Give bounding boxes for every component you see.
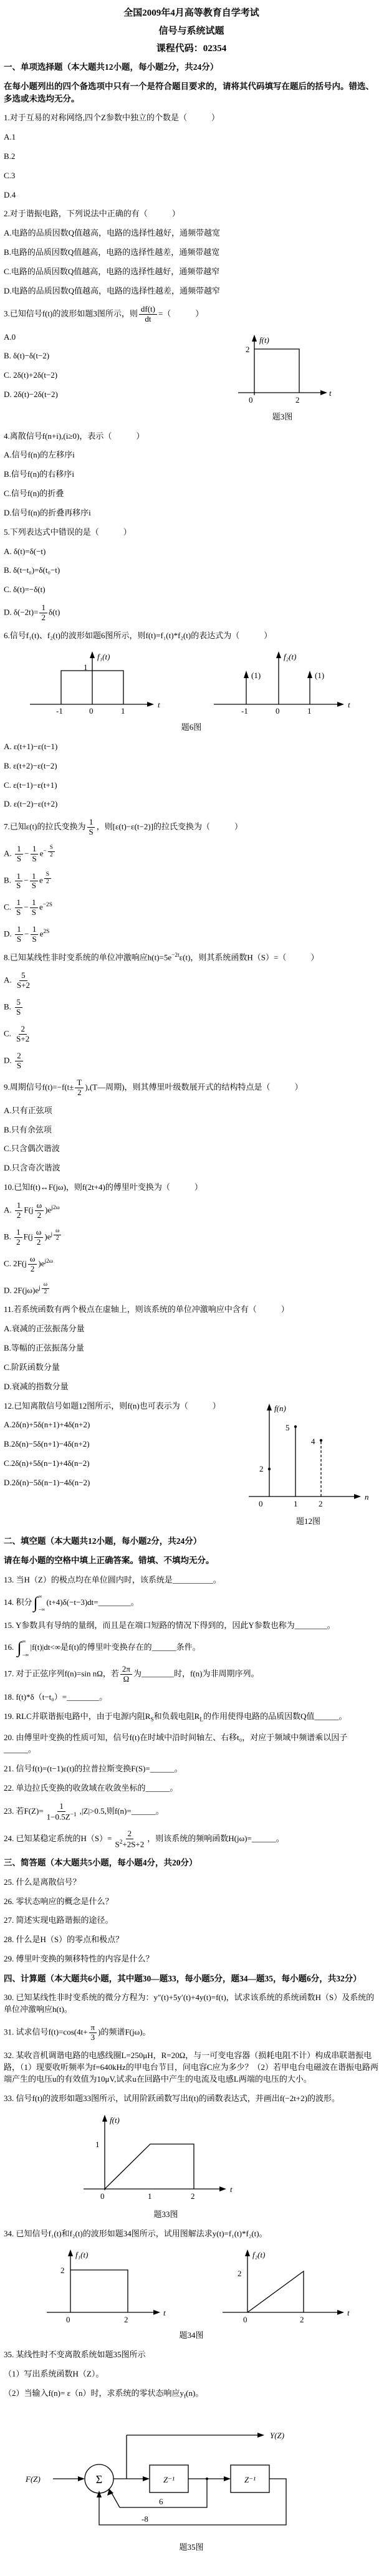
- y-axis-arrow: [245, 2249, 250, 2256]
- exam-body: [4, 61, 379, 2553]
- fraction: S 2: [44, 871, 51, 886]
- q19: 19. RLC并联谐振电路中，由于电源内阻$R_S$和负载电阻$R_L$的作用使得电路的品质因数Q值______。: [4, 1712, 347, 1723]
- feedback-8-gain: -8: [142, 2514, 148, 2524]
- x-axis-arrow: [337, 2310, 344, 2315]
- impulse-right-weight: (1): [314, 670, 324, 680]
- fraction: $\frac{2}{S}$: [15, 1051, 23, 1071]
- q1-B: B.2: [4, 151, 16, 161]
- output-label: Y(Z): [270, 2431, 285, 2441]
- tick-minus1: -1: [241, 706, 248, 716]
- fraction: $\frac{df(t)}{dt}$: [139, 305, 157, 324]
- q15: 15. Y参数具有导纳的量纲，而且是在端口短路的情况下得到的，因此Y参数也称为________。: [4, 1620, 335, 1630]
- q10-B: B. $\frac{1}{2}$ F(j $\frac{\omega}{2}$ )$e^{j \frac{\omega}{2}}$: [4, 1228, 379, 1247]
- fig6-caption: 题6图: [181, 722, 202, 732]
- fraction: $\frac{1}{2}$: [15, 1201, 23, 1220]
- q9-stem: 9.周期信号f(t)=−f(t± $\frac{T}{2}$ ),(T—周期)，则其傅里叶级数展开式的结构特点是（ ）: [4, 1077, 303, 1097]
- fig12-column: [241, 1401, 375, 1535]
- delay1-in-arrow: [143, 2476, 150, 2481]
- q6-A: A. ε(t+1)−ε(t−1): [4, 741, 58, 751]
- q18: 18. f(t)*δ（t−t₀）=________。: [4, 1692, 108, 1702]
- tick-1: 1: [120, 706, 125, 716]
- fig6-left-value-1: 1: [83, 662, 87, 672]
- fraction: $\frac{S}{2}$: [48, 845, 55, 859]
- fig3-tick-0: 0: [249, 395, 253, 405]
- fraction: $\frac{1}{S}$: [30, 872, 38, 891]
- feedback-8-arrow: [97, 2491, 102, 2497]
- q24: 24. 已知某稳定系统的H（S）= $\frac{2}{S^2+2S+2}$ ，则该系统的频响函数H(jω)=______。: [4, 1828, 284, 1849]
- impulse-right-arrow: [307, 671, 312, 678]
- fig6-left-plot: [25, 649, 171, 719]
- fig34-left-plot: [28, 2248, 171, 2327]
- fraction: $\frac{\omega}{2}$: [28, 1255, 37, 1274]
- fraction: $\frac{1}{S}$: [15, 925, 23, 944]
- q6-C: C. ε(t−1)−ε(t+1): [4, 780, 57, 790]
- fraction: $\frac{5}{S}$: [14, 998, 22, 1017]
- fig12-ylabel: f(n): [274, 1403, 286, 1413]
- q28: 28. 什么是H（S）的零点和极点？: [4, 1935, 124, 1945]
- fig34-caption: 题34图: [179, 2330, 204, 2340]
- x-axis-arrow: [320, 390, 327, 395]
- q29: 29. 傅里叶变换的频移特性的内容是什么？: [4, 1954, 154, 1964]
- fraction: $\frac{2}{S^2+2S+2}$: [115, 1828, 145, 1849]
- q10-D: D. $2F(j\omega)e^{j \frac{\omega}{2}}$: [4, 1281, 379, 1297]
- fig6-figure: [4, 649, 379, 732]
- fig3-column: [229, 332, 335, 431]
- q1-A: A.1: [4, 132, 16, 142]
- stem-dot-n0: [268, 1467, 271, 1470]
- fraction: $\frac{1}{S}$: [14, 872, 22, 891]
- integral-sign: ∫ ∞ −∞: [33, 1592, 46, 1613]
- q1-D: D.4: [4, 189, 16, 199]
- q8-stem: 8.已知某线性非时变系统的单位冲激响应$h(t)=5e^{-2t}\varepsilon(t)$，则其系统函数H（S）=（ ）: [4, 952, 319, 962]
- fig3-caption: 题3图: [272, 411, 293, 421]
- tick-0: 0: [242, 2315, 247, 2325]
- input-label: F(Z): [26, 2474, 41, 2484]
- q8-C: C. $\frac{2}{S+2}$: [4, 1025, 379, 1044]
- q8-A: A. $\frac{5}{S+2}$: [4, 971, 379, 990]
- fig35-block-diagram: [17, 2409, 366, 2537]
- fig35-caption: 题35图: [179, 2542, 204, 2552]
- fig34-left-ylabel: f₁(t): [75, 2250, 88, 2260]
- feedback-6-gain: 6: [159, 2497, 163, 2507]
- q10-stem: 10.已知f(t)↔F(jω)，则f(2t+4)的傅里叶变换为（ ）: [4, 1182, 203, 1192]
- q2-D: D.电路的品质因数Q值越高，电路的选择性越差，通频带越窄: [4, 285, 221, 295]
- delay2-in-arrow: [224, 2476, 231, 2481]
- fig6-right-plot: [209, 649, 358, 719]
- q5-A: A. δ(t)=δ(−t): [4, 546, 46, 556]
- fig12-figure: [241, 1402, 375, 1526]
- q12-D: D.2δ(n)−5δ(n−1)−4δ(n−2): [4, 1478, 90, 1487]
- q26: 26. 零状态响应的概念是什么？: [4, 1896, 113, 1906]
- q31: 31. 试求信号f(t)=cos(4t+ $\frac{\pi}{3}$ )的频谱F(jω)。: [4, 2023, 151, 2042]
- q35-part2: （2）当输入f(n)= ε（n）时，求系统的零状态响应$y_f(n)$。: [4, 2388, 204, 2400]
- tick-0: 0: [100, 2191, 105, 2201]
- fig34-left-value-2: 2: [60, 2266, 64, 2276]
- tick-0: 0: [89, 706, 93, 716]
- fraction: $\frac{1}{S}$: [30, 925, 38, 944]
- fraction: $\frac{1}{S}$: [14, 898, 22, 917]
- q3-D: D. 2δ(t)−2δ(t−2): [4, 390, 58, 400]
- x-axis-arrow: [354, 1494, 361, 1499]
- waveform: [105, 2144, 194, 2189]
- tick-1: 1: [148, 2191, 152, 2201]
- q11-D: D.衰减的指数分量: [4, 1381, 69, 1391]
- q7-D: D. $\frac{1}{S}$ − $\frac{1}{S}$ $e^{2S}$: [4, 924, 50, 944]
- q2-A: A.电路的品质因数Q值越高，电路的选择性越好，通频带越宽: [4, 228, 221, 238]
- q25: 25. 什么是离散信号？: [4, 1877, 81, 1887]
- fraction: $\frac{2}{S+2}$: [16, 1024, 30, 1044]
- exam-title-line2: 信号与系统试题: [158, 26, 224, 36]
- q3-options-row: [4, 332, 379, 431]
- q11-B: B.等幅的正弦振荡分量: [4, 1343, 84, 1353]
- section-1-note: 在每小题列出的四个备选项中只有一个是符合题目要求的，请将其代码填写在题后的括号内。错选、多选或未选均无分。: [4, 82, 374, 103]
- fig33-caption: 题33图: [153, 2210, 178, 2219]
- section-3-title: 三、简答题（本大题共5小题，每小题4分，共20分）: [4, 1858, 198, 1868]
- x-axis-arrow: [147, 702, 154, 707]
- stem-value-n1: 5: [286, 1422, 290, 1432]
- sigma-symbol: Σ: [95, 2473, 103, 2486]
- pulse-outline: [70, 2270, 128, 2312]
- q5-B: B. δ(t−t₀)=δ(t₀−t): [4, 565, 60, 575]
- fig6-right-xlabel: t: [347, 699, 350, 709]
- fig6-left-ylabel: f₁(t): [97, 651, 110, 661]
- fig3-ylabel: f(t): [259, 335, 269, 345]
- stem-value-n2: 4: [311, 1436, 315, 1446]
- q9-A: A.只有正弦项: [4, 1105, 52, 1115]
- exam-title-line3: 课程代码：02354: [156, 44, 227, 54]
- fraction: $\frac{\omega}{2}$: [34, 1228, 44, 1247]
- tick-0: 0: [259, 1498, 263, 1508]
- x-axis-arrow: [153, 2310, 160, 2315]
- q3-stem: 3.已知信号f(t)的波形如题3图所示，则 $\frac{df(t)}{dt}$ =（ ）: [4, 304, 204, 323]
- q9-C: C.只含偶次谐波: [4, 1144, 60, 1154]
- input-arrow: [78, 2476, 85, 2481]
- fraction: $\frac{1}{2}$: [39, 603, 47, 623]
- q11-stem: 11.若系统函数有两个极点在虚轴上，则该系统的单位冲激响应中含有（ ）: [4, 1305, 289, 1314]
- q32: 32. 某收音机调谐电路的电感线圈L=250μH，R=20Ω，与一可变电容器（损耗电阻不计）构成串联谐振电路，（1）现要收听频率为f=640kHz的甲电台节目，问电容C应为多少？（2）若甲电台电磁波在谐振电路两端产生的电压u的有效值为10μV,试求u在回路中产生的电流及电感L两端的电压的大小。: [4, 2051, 378, 2084]
- q14: 14. 积分 ∫ ∞ −∞ (t+4)δ(−t−3)dt=________。: [4, 1592, 139, 1613]
- q2-B: B.电路的品质因数Q值越高，电路的选择性越差，通频带越宽: [4, 247, 220, 257]
- stem-dot-n1: [294, 1425, 297, 1427]
- q33: 33. 信号f(t)的波形如题33图所示，试用阶跃函数写出f(t)的函数表达式，并画出f(−2t+2)的波形。: [4, 2093, 340, 2103]
- fraction: $\frac{1}{S}$: [30, 845, 38, 864]
- fraction: $\frac{\omega}{2}$: [54, 1228, 61, 1242]
- fig33-ylabel: f(t): [110, 2115, 120, 2125]
- q11-A: A.衰减的正弦振荡分量: [4, 1324, 85, 1334]
- tick-2: 2: [191, 2191, 195, 2201]
- q3-A: A.0: [4, 332, 16, 342]
- section-2-note: 请在每小题的空格中填上正确答案。错填、不填均无分。: [4, 1556, 214, 1566]
- fraction: $\frac{T}{2}$: [75, 1078, 84, 1098]
- feedback-8-line: [99, 2479, 286, 2525]
- q35-stem: 35. 某线性时不变离散系统如题35图所示: [4, 2350, 146, 2360]
- q9-B: B.只有余弦项: [4, 1124, 52, 1134]
- integral-sign: ∫ ∞ −∞: [17, 1638, 29, 1658]
- section-2-title: 二、填空题（本大题共12小题，每小题2分，共24分）: [4, 1536, 202, 1546]
- section-4-title: 四、计算题（本大题共6小题，其中题30—题33，每小题5分，题34—题35，每小题6分，共32分）: [4, 1973, 362, 1983]
- q12-C: C.2δ(n)+5δ(n−1)+4δ(n−2): [4, 1458, 90, 1468]
- fig34-pair: [4, 2248, 379, 2327]
- q13: 13. 当H（Z）的极点均在单位圆内时，该系统是__________。: [4, 1574, 221, 1584]
- fraction: $\frac{1}{S}$: [30, 898, 38, 917]
- q3-B: B. δ(t)−δ(t−2): [4, 351, 50, 361]
- stem-value-n0: 2: [259, 1463, 264, 1473]
- fig33-xlabel: t: [230, 2185, 233, 2195]
- q7-B: B. $\frac{1}{S}$ − $\frac{1}{S}$ e $^{\frac{S}{2}}$: [4, 871, 379, 891]
- fraction: $\frac{1}{S}$: [15, 845, 23, 864]
- tick-2: 2: [123, 2315, 128, 2325]
- fraction: $\frac{\pi}{3}$: [89, 2023, 97, 2042]
- q1-C: C.3: [4, 170, 16, 180]
- q12-A: A.2δ(n)+5δ(n+1)+4δ(n+2): [4, 1420, 90, 1430]
- q6-D: D. ε(t−2)−ε(t+2): [4, 799, 58, 809]
- tick-0: 0: [275, 706, 279, 716]
- q4-stem: 4.离散信号f(n+i),(i≥0)，表示（ ）: [4, 431, 145, 441]
- fig34-right-ylabel: f₂(t): [252, 2250, 265, 2260]
- pulse-outline: [254, 349, 299, 393]
- q4-A: A.信号f(n)的左移序i: [4, 450, 75, 460]
- y-axis-arrow: [276, 651, 281, 658]
- q1-stem: 1.对于互易的对称网络,四个Z参数中独立的个数是（ ）: [4, 113, 219, 123]
- fig6-pair: [4, 649, 379, 719]
- section-1-title: 一、单项选择题（本大题共12小题，每小题2分，共24分）: [4, 62, 219, 72]
- fig12-plot: [241, 1402, 375, 1511]
- tick-0: 0: [65, 2315, 70, 2325]
- exam-title-line1: 全国2009年4月高等教育自学考试: [123, 8, 259, 18]
- fig34-right-xlabel: t: [347, 2308, 350, 2318]
- fig33-plot: [66, 2112, 253, 2204]
- q4-D: D.信号f(n)的折叠再移序i: [4, 507, 91, 517]
- fig6-right-ylabel: f₂(t): [283, 651, 296, 661]
- fraction: $\frac{5}{S+2}$: [16, 970, 30, 990]
- q35-part1: （1）写出系统函数H（Z）。: [4, 2369, 104, 2379]
- tick-2: 2: [319, 1498, 323, 1508]
- output-arrow: [257, 2433, 264, 2438]
- q7-A: A. $\frac{1}{S}$ − $\frac{1}{S}$ $e^{- \frac{S}{2}}$: [4, 845, 379, 864]
- fraction: $\frac{2\pi}{\Omega}$: [120, 1665, 132, 1684]
- impulse-left-arrow: [244, 671, 249, 678]
- fraction: $\frac{1}{2}$: [14, 1228, 22, 1247]
- delay1-label: Z⁻¹: [163, 2475, 175, 2485]
- q16: 16. ∫ ∞ −∞ |f(t)|dt<∞是f(t)的傅里叶变换存在的______条件。: [4, 1638, 201, 1658]
- fig3-plot: [229, 333, 335, 406]
- stem-dot-n2: [320, 1439, 322, 1441]
- fig33-value-1: 1: [95, 2140, 100, 2150]
- q27: 27. 简述实现电路谐振的途径。: [4, 1915, 113, 1925]
- q12-B: B.2δ(n)−5δ(n+1)−4δ(n+2): [4, 1439, 90, 1449]
- q8-B: B. $\frac{5}{S}$: [4, 998, 379, 1017]
- q20: 20. 由傅里叶变换的性质可知，信号f(t)在时域中沿时间轴左、右移t₀，对应于频域中频谱乘以因子______。: [4, 1733, 348, 1755]
- y-axis-arrow: [267, 1404, 272, 1410]
- fig34-figure: [4, 2248, 379, 2340]
- y-axis-arrow: [252, 335, 257, 342]
- q6-B: B. ε(t+2)−ε(t−2): [4, 760, 57, 770]
- fig34-right-value-2: 2: [237, 2269, 241, 2279]
- tick-1: 1: [307, 706, 311, 716]
- fraction: $\frac{\omega}{2}$: [35, 1201, 44, 1220]
- y-axis-arrow: [102, 2115, 107, 2122]
- q30: 30. 已知某线性非时变系统的微分方程为：y″(t)+5y′(t)+4y(t)=f(t)，试求该系统的系统函数H（S）及系统的单位冲激响应h(t)。: [4, 1993, 375, 2014]
- delay2-label: Z⁻¹: [244, 2475, 256, 2485]
- q17: 17. 对于正弦序列f(n)=sin nΩ，若 $\frac{2\pi}{\Omega}$ 为________时，f(n)为非周期序列。: [4, 1664, 259, 1684]
- q7-C: C. $\frac{1}{S}$ − $\frac{1}{S}$ $e^{-2S}$: [4, 898, 52, 917]
- q12-stem: 12.已知离散信号如题12图所示，则f(n)也可表示为（ ）: [4, 1401, 221, 1410]
- q23: 23. 若F(Z)= $\frac{1}{1-0.5Z^{-1}}$ ,|Z|>0.5,则f(n)=______。: [4, 1801, 164, 1821]
- x-axis-arrow: [337, 702, 344, 707]
- q12-row: [4, 1401, 379, 1535]
- q10-A: A. $\frac{1}{2}$ F(j $\frac{\omega}{2}$ )$e^{j2\omega}$: [4, 1200, 60, 1220]
- fig35-figure: [4, 2409, 379, 2552]
- y-axis-arrow: [68, 2249, 73, 2256]
- fraction: $\frac{1}{S}$: [87, 818, 95, 837]
- q2-stem: 2.对于谐振电路，下列说法中正确的有（ ）: [4, 209, 180, 219]
- y-axis-arrow: [90, 651, 95, 658]
- fig33-figure: [66, 2112, 266, 2219]
- fig6-left-xlabel: t: [157, 699, 160, 709]
- tick-minus1: -1: [55, 706, 63, 716]
- q3-C: C. 2δ(t)+2δ(t−2): [4, 370, 58, 380]
- q7-stem: 7.已知ε(t)的拉氏变换为 $\frac{1}{S}$ ，则[ε(t)−ε(t−2)]的拉氏变换为（ ）: [4, 817, 242, 837]
- fig34-right-plot: [209, 2248, 355, 2327]
- x-axis-arrow: [219, 2186, 226, 2191]
- fraction: $\frac{1}{1-0.5Z^{-1}}$: [46, 1801, 77, 1821]
- ramp-outline: [247, 2271, 304, 2312]
- fig3-tick-2: 2: [295, 395, 300, 405]
- q4-C: C.信号f(n)的折叠: [4, 489, 64, 499]
- fig34-left-xlabel: t: [163, 2308, 166, 2318]
- q2-C: C.电路的品质因数Q值越高，电路的选择性越好，通频带越窄: [4, 266, 220, 276]
- tick-1: 1: [294, 1498, 298, 1508]
- impulse-left-weight: (1): [251, 670, 261, 680]
- feedback-6-diag: [111, 2492, 120, 2507]
- q34: 34. 已知信号f₁(t)和f₂(t)的波形如题34图所示，试用图解法求y(t)=f₁(t)*f₂(t)。: [4, 2229, 267, 2239]
- q5-stem: 5.下列表达式中错误的是（ ）: [4, 527, 132, 537]
- q9-D: D.只含奇次谐波: [4, 1163, 60, 1173]
- q21: 21. 信号f(t)=(t−1)ε(t)的拉普拉斯变换F(S)=______。: [4, 1764, 183, 1773]
- fig3-figure: [229, 333, 335, 422]
- fig3-value-2: 2: [246, 344, 250, 354]
- q5-C: C. δ(t)=−δ(t): [4, 585, 46, 595]
- q8-D: D. $\frac{2}{S}$: [4, 1051, 379, 1071]
- q6-stem: 6.信号f₁(t)、f₂(t)的波形如题6图所示，则f(t)=f₁(t)*f₂(t)的表达式为（ ）: [4, 630, 272, 640]
- fraction: $\frac{\omega}{2}$: [42, 1281, 49, 1296]
- q22: 22. 单边拉氏变换的收敛域在收敛坐标的______。: [4, 1783, 178, 1793]
- fig12-xlabel: n: [365, 1491, 369, 1501]
- q11-C: C.阶跃函数分量: [4, 1362, 60, 1372]
- q10-C: C. 2F(j $\frac{\omega}{2}$ )$e^{j2\omega}$: [4, 1253, 53, 1273]
- fig12-caption: 题12图: [295, 1516, 320, 1526]
- q5-D: D. δ(−2t)= $\frac{1}{2}$ δ(t): [4, 603, 60, 623]
- q4-B: B.信号f(n)的右移序i: [4, 469, 75, 479]
- tick-2: 2: [299, 2315, 304, 2325]
- fig3-xlabel: t: [329, 388, 332, 398]
